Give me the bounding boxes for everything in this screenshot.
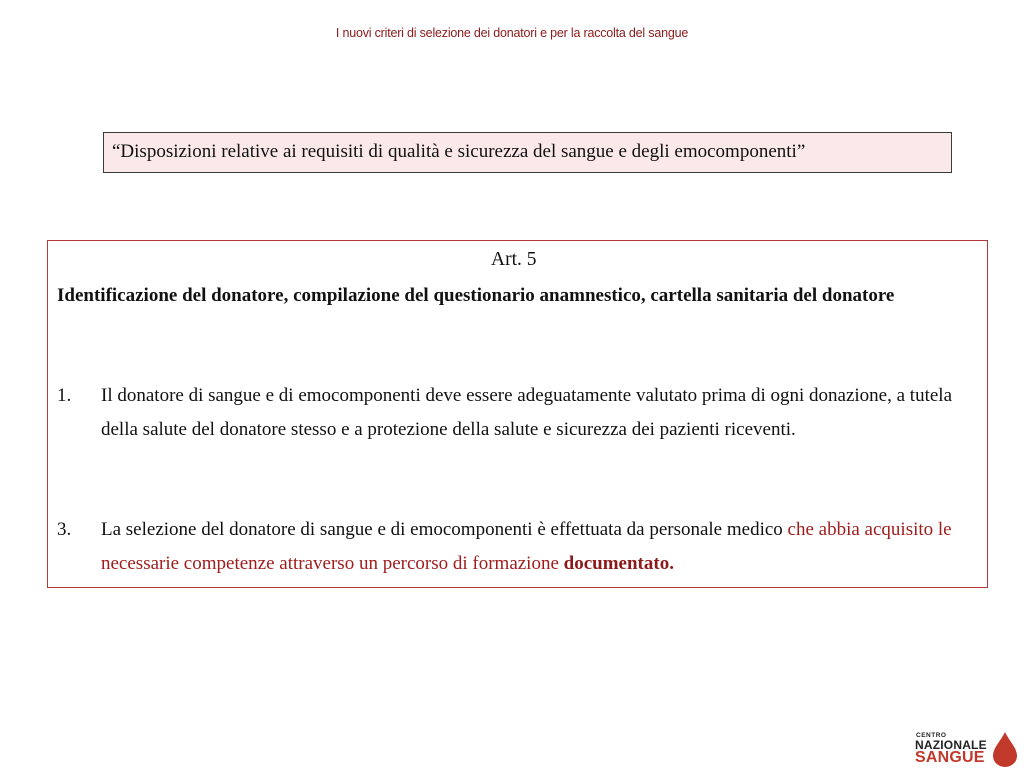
presentation-header: I nuovi criteri di selezione dei donatori e per la raccolta del sangue xyxy=(335,26,689,40)
item-text xyxy=(101,513,971,581)
item-number: 3. xyxy=(57,519,72,540)
item-number: 1. xyxy=(57,385,72,406)
article-title: Identificazione del donatore, compilazione del questionario anamnestico, cartella sanitaria del donatore xyxy=(57,285,895,306)
article-box xyxy=(47,240,988,588)
item-text: Il donatore di sangue e di emocomponenti deve essere adeguatamente valutato prima di ogni donazione, a tutela della salute del donatore stesso e a protezione della salute e sicurezza dei pazienti riceventi. xyxy=(101,385,953,440)
decree-title: “Disposizioni relative ai requisiti di qualità e sicurezza del sangue e degli emocomponenti” xyxy=(112,141,806,162)
item-text-highlight: che abbia acquisito le necessarie competenze attraverso un percorso di formazione xyxy=(101,519,952,574)
article-number: Art. 5 xyxy=(491,249,537,270)
item-text-plain: La selezione del donatore di sangue e di emocomponenti è effettuata da personale medico xyxy=(101,519,788,540)
blood-drop-icon xyxy=(990,730,1020,768)
decree-title-box xyxy=(103,132,952,173)
logo-line-1: CENTRO xyxy=(916,732,947,739)
article-item-3 xyxy=(57,513,977,581)
article-item-1 xyxy=(57,379,977,447)
item-text-emphasis: documentato. xyxy=(563,553,674,574)
logo-line-2: NAZIONALE xyxy=(915,738,987,752)
cns-logo xyxy=(912,728,1024,768)
logo-line-3: SANGUE xyxy=(915,749,985,766)
